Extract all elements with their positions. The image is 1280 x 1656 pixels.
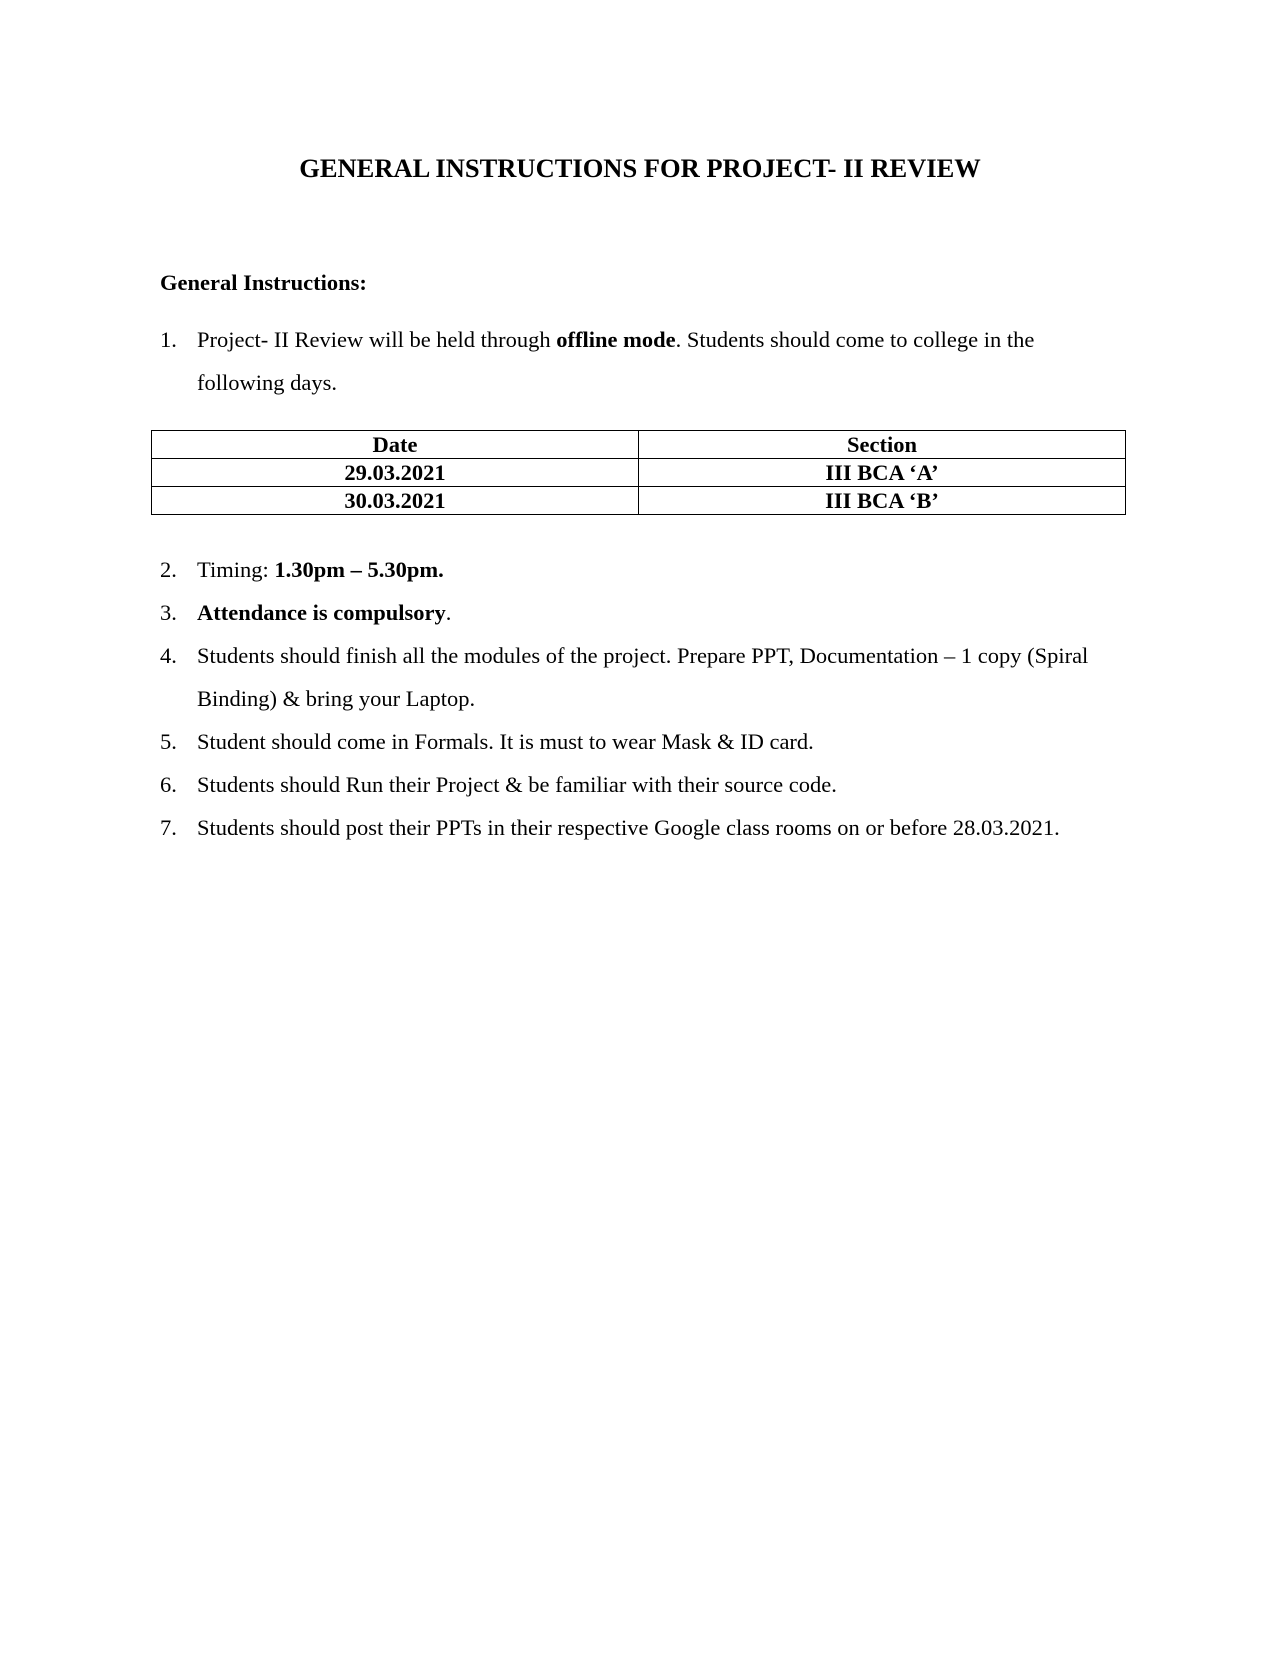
list-item <box>160 634 1125 720</box>
list-item <box>160 548 1125 591</box>
item-number: 3. <box>160 600 177 625</box>
item-text: Students should Run their Project & be familiar with their source code. <box>197 772 837 797</box>
table-header-row <box>152 431 1126 459</box>
list-item <box>160 318 1125 404</box>
item-text-part: . <box>445 600 452 625</box>
schedule-table <box>151 430 1126 515</box>
item-text-emphasis: offline mode <box>556 327 676 352</box>
list-item <box>160 591 1125 634</box>
item-text: Students should finish all the modules of the project. Prepare PPT, Documentation – 1 copy (Spiral Binding) & bring your Laptop. <box>197 643 1089 711</box>
section-heading: General Instructions: <box>160 270 367 295</box>
item-text: Students should post their PPTs in their respective Google class rooms on or before 28.03.2021. <box>197 815 1060 840</box>
item-text <box>197 591 1125 634</box>
list-item <box>160 763 1125 806</box>
item-text-part: Project- II Review will be held through <box>197 327 557 352</box>
item-number: 6. <box>160 772 177 797</box>
item-text-emphasis: 1.30pm – 5.30pm. <box>274 557 444 582</box>
cell-section: III BCA ‘A’ <box>639 459 1126 487</box>
item-text-part: . Students should come to college in the following days. <box>197 327 1035 395</box>
item-number: 1. <box>160 327 177 352</box>
item-text <box>197 548 1125 591</box>
item-number: 5. <box>160 729 177 754</box>
item-text <box>197 318 1125 404</box>
item-text: Student should come in Formals. It is must to wear Mask & ID card. <box>197 729 814 754</box>
item-number: 4. <box>160 643 177 668</box>
table-row <box>152 459 1126 487</box>
item-number: 7. <box>160 815 177 840</box>
cell-date: 30.03.2021 <box>152 487 639 515</box>
item-number: 2. <box>160 557 177 582</box>
column-header-date: Date <box>152 431 639 459</box>
column-header-section: Section <box>639 431 1126 459</box>
table-row <box>152 487 1126 515</box>
cell-date: 29.03.2021 <box>152 459 639 487</box>
cell-section: III BCA ‘B’ <box>639 487 1126 515</box>
list-item <box>160 806 1125 849</box>
document-title: GENERAL INSTRUCTIONS FOR PROJECT- II REVIEW <box>299 153 981 183</box>
item-text-emphasis: Attendance is compulsory <box>197 600 446 625</box>
item-text-part: Timing: <box>197 557 275 582</box>
list-item <box>160 720 1125 763</box>
